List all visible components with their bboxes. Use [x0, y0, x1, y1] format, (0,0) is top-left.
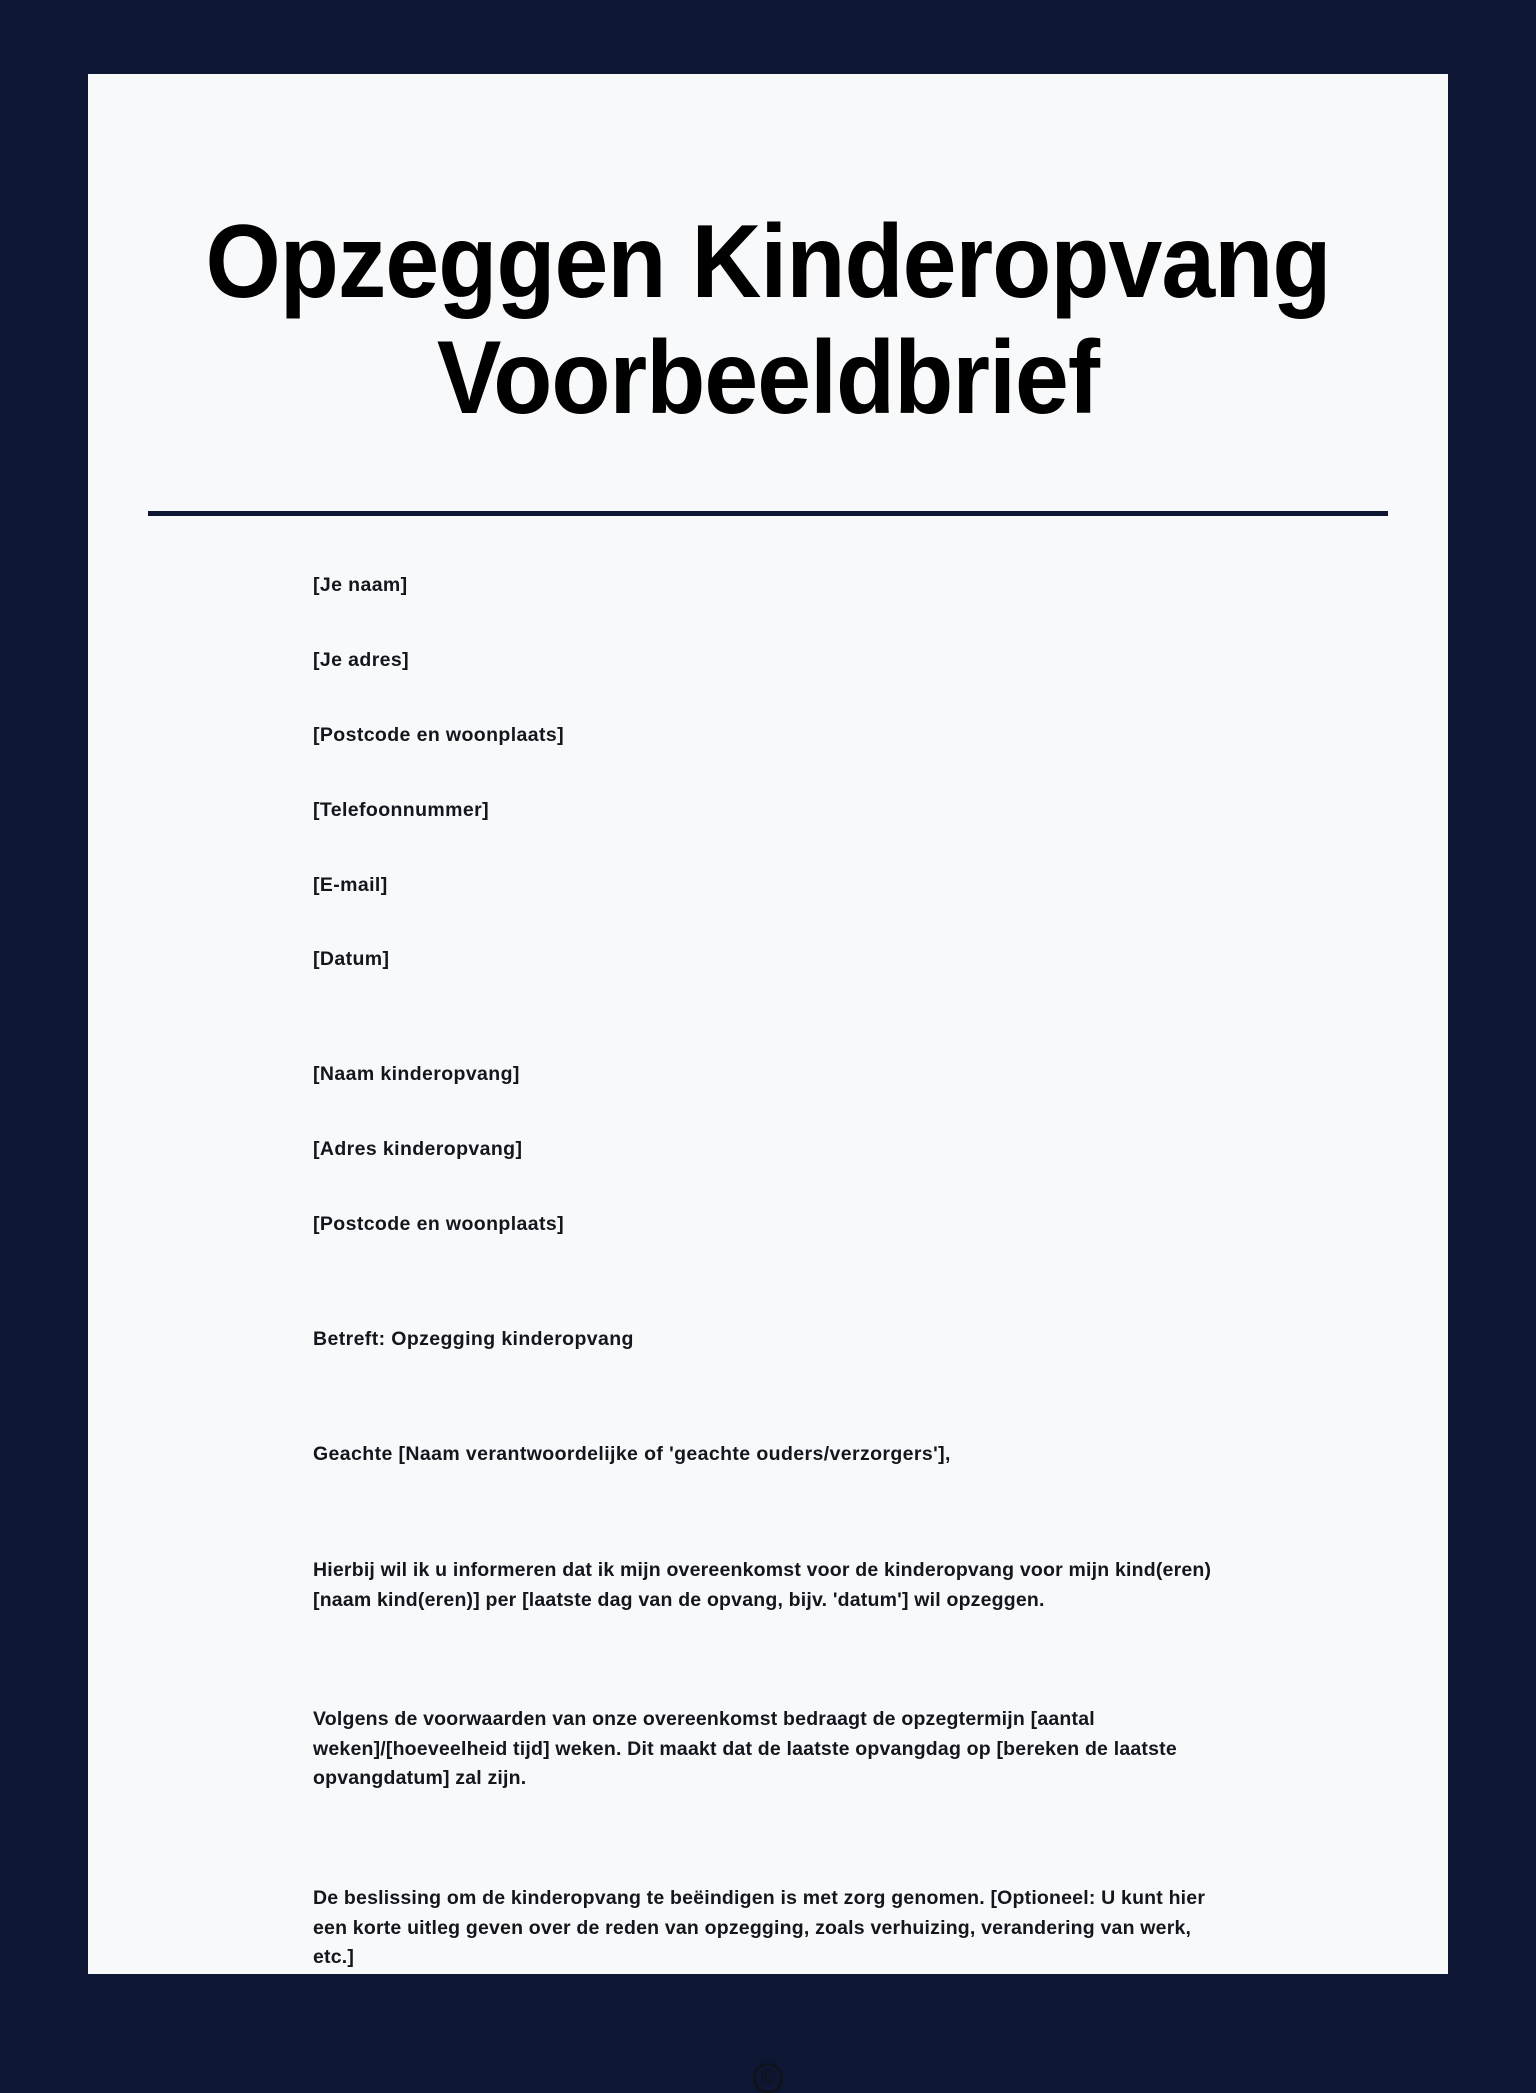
letter-salutation: Geachte [Naam verantwoordelijke of 'geachte ouders/verzorgers'], — [313, 1443, 951, 1465]
letter-body — [88, 516, 1448, 2063]
document-sheet — [88, 74, 1448, 2090]
sender-address: [Je adres] — [313, 648, 410, 671]
letter-paragraph-3: De beslissing om de kinderopvang te beëindigen is met zorg genomen. [Optioneel: U kunt hier een korte uitleg geven over de reden van opzegging, zoals verhuizing, verandering van werk, etc.] — [313, 1887, 1206, 1969]
recipient-name: [Naam kinderopvang] — [313, 1063, 520, 1086]
sender-email: [E-mail] — [313, 873, 388, 896]
sender-postcode-city: [Postcode en woonplaats] — [313, 723, 564, 746]
copyright-icon: © — [753, 2063, 783, 2093]
letter-date: [Datum] — [313, 948, 390, 971]
sender-phone: [Telefoonnummer] — [313, 798, 489, 821]
page-title: Opzeggen Kinderopvang Voorbeeldbrief — [205, 204, 1331, 437]
letter-paragraph-2: Volgens de voorwaarden van onze overeenkomst bedraagt de opzegtermijn [aantal weken]/[hoeveelheid tijd] weken. Dit maakt dat de laatste opvangdag op [bereken de laatste opvangdatum] zal zijn. — [313, 1708, 1177, 1790]
letter-paragraph-1: Hierbij wil ik u informeren dat ik mijn overeenkomst voor de kinderopvang voor mijn kind(eren) [naam kind(eren)] per [laatste dag van de opvang, bijv. 'datum'] wil opzeggen. — [313, 1558, 1212, 1611]
sender-name: [Je naam] — [313, 573, 408, 596]
recipient-postcode-city: [Postcode en woonplaats] — [313, 1213, 564, 1236]
document-header — [88, 74, 1448, 516]
letter-subject: Betreft: Opzegging kinderopvang — [313, 1328, 634, 1351]
document-footer — [88, 2063, 1448, 2093]
recipient-address: [Adres kinderopvang] — [313, 1138, 523, 1161]
